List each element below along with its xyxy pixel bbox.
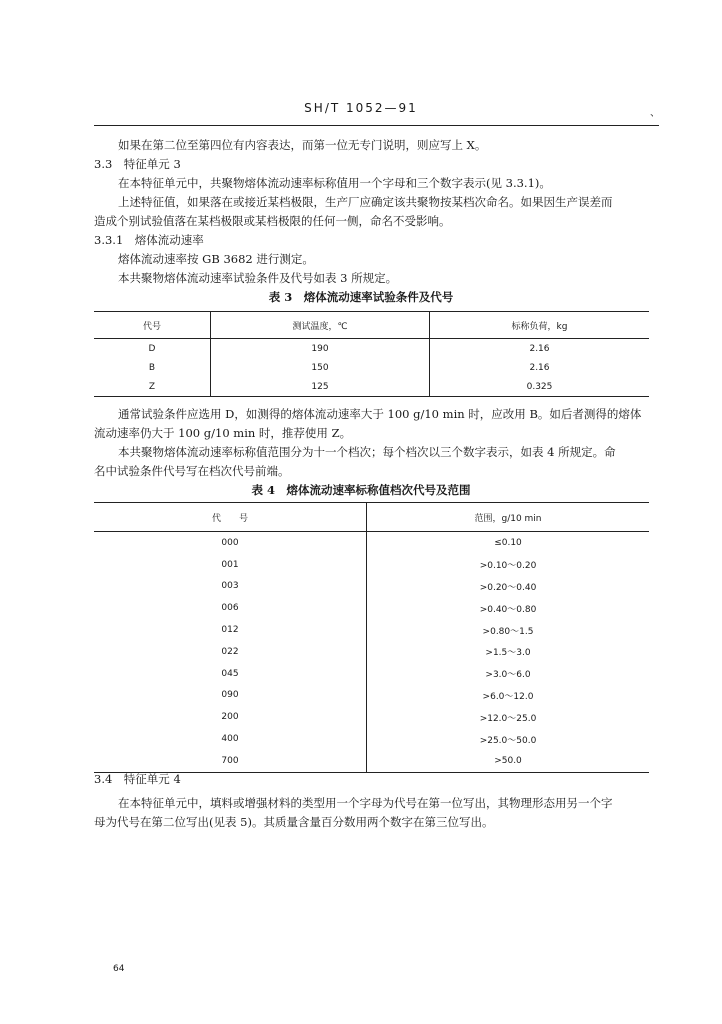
table-header-row (94, 503, 649, 532)
table-header-cell: 范围，g/10 min (367, 503, 650, 532)
table3 (94, 311, 649, 397)
section-heading-3-3: 3.3 特征单元 3 (94, 157, 181, 171)
table-cell: D (94, 339, 211, 359)
paragraph-line: 本共聚物熔体流动速率标称值范围分为十一个档次；每个档次以三个数字表示，如表 4 所规定。命 (118, 445, 616, 459)
table-cell: 001 (94, 554, 367, 576)
table-header-cell: 代号 (94, 312, 211, 339)
section-heading-3-3-1: 3.3.1 熔体流动速率 (94, 233, 204, 247)
table-cell: ≤0.10 (494, 537, 522, 548)
table-cell: >1.5～3.0 (485, 648, 531, 659)
table-cell: 400 (94, 728, 367, 750)
section-heading-3-4: 3.4 特征单元 4 (94, 772, 181, 786)
table-row (94, 750, 649, 772)
header-rule (94, 125, 659, 126)
table-row (94, 685, 649, 707)
table-header-cell: 标称负荷，kg (430, 312, 650, 339)
table-row (94, 532, 649, 554)
table-header-cell: 测试温度，℃ (211, 312, 430, 339)
table-cell: 0.325 (526, 381, 553, 392)
table-cell: 700 (94, 750, 367, 772)
paragraph-line: 名中试验条件代号写在档次代号前端。 (94, 464, 290, 478)
paragraph-line: 在本特征单元中，填料或增强材料的类型用一个字母为代号在第一位写出，其物理形态用另一个字 (118, 796, 613, 810)
table-row (94, 619, 649, 641)
table-row (94, 641, 649, 663)
table-row (94, 576, 649, 598)
paragraph-line: 上述特征值，如果落在或接近某档极限，生产厂应确定该共聚物按某档次命名。如果因生产误差而 (118, 195, 613, 209)
table-cell: 090 (94, 685, 367, 707)
table-cell: >6.0～12.0 (482, 691, 534, 702)
paragraph-line: 如果在第二位至第四位有内容表达，而第一位无专门说明，则应写上 X。 (118, 138, 487, 152)
table-cell: 190 (211, 339, 430, 359)
table-cell: 045 (94, 663, 367, 685)
table-row (94, 728, 649, 750)
table-cell: 022 (94, 641, 367, 663)
table-cell: 2.16 (529, 343, 550, 354)
table-cell: >12.0～25.0 (479, 713, 537, 724)
document-header: SH/T 1052—91 (304, 101, 418, 115)
table-row (94, 339, 649, 359)
paragraph-line: 流动速率仍大于 100 g/10 min 时，推荐使用 Z。 (94, 426, 352, 440)
table-cell: Z (94, 377, 211, 397)
table-row (94, 358, 649, 377)
table-cell: >0.40～0.80 (479, 604, 537, 615)
paragraph-line: 本共聚物熔体流动速率试验条件及代号如表 3 所规定。 (118, 271, 398, 285)
table-row (94, 706, 649, 728)
table-row (94, 554, 649, 576)
table-cell: >25.0～50.0 (479, 735, 537, 746)
table-cell: 150 (211, 358, 430, 377)
table-cell: 200 (94, 706, 367, 728)
table-cell: >0.20～0.40 (479, 582, 537, 593)
table-cell: >3.0～6.0 (485, 670, 531, 681)
table4-caption: 表 4 熔体流动速率标称值档次代号及范围 (251, 483, 471, 497)
table-cell: >0.80～1.5 (482, 626, 534, 637)
table-row (94, 597, 649, 619)
table-row (94, 377, 649, 397)
table-cell: 000 (94, 532, 367, 554)
table-cell: >50.0 (494, 755, 522, 766)
paragraph-line: 熔体流动速率按 GB 3682 进行测定。 (118, 252, 314, 266)
table-cell: 125 (211, 377, 430, 397)
table-cell: >0.10～0.20 (479, 561, 537, 572)
table-header-row (94, 312, 649, 339)
header-mark: 、 (650, 108, 660, 119)
table-header-cell: 代 号 (94, 503, 367, 532)
paragraph-line: 母为代号在第二位写出(见表 5)。其质量含量百分数用两个数字在第三位写出。 (94, 815, 494, 829)
paragraph-line: 在本特征单元中，共聚物熔体流动速率标称值用一个字母和三个数字表示(见 3.3.1)。 (118, 176, 551, 190)
paragraph-line: 通常试验条件应选用 D，如测得的熔体流动速率大于 100 g/10 min 时，应改用 B。如后者测得的熔体 (118, 407, 642, 421)
table3-caption: 表 3 熔体流动速率试验条件及代号 (268, 290, 454, 304)
table-cell: 003 (94, 576, 367, 598)
table-cell: 006 (94, 597, 367, 619)
table-cell: B (94, 358, 211, 377)
page-number: 64 (113, 964, 125, 974)
table-cell: 2.16 (529, 362, 550, 373)
table-cell: 012 (94, 619, 367, 641)
table-row (94, 663, 649, 685)
table4 (94, 502, 649, 773)
paragraph-line: 造成个别试验值落在某档极限或某档极限的任何一侧，命名不受影响。 (94, 214, 451, 228)
